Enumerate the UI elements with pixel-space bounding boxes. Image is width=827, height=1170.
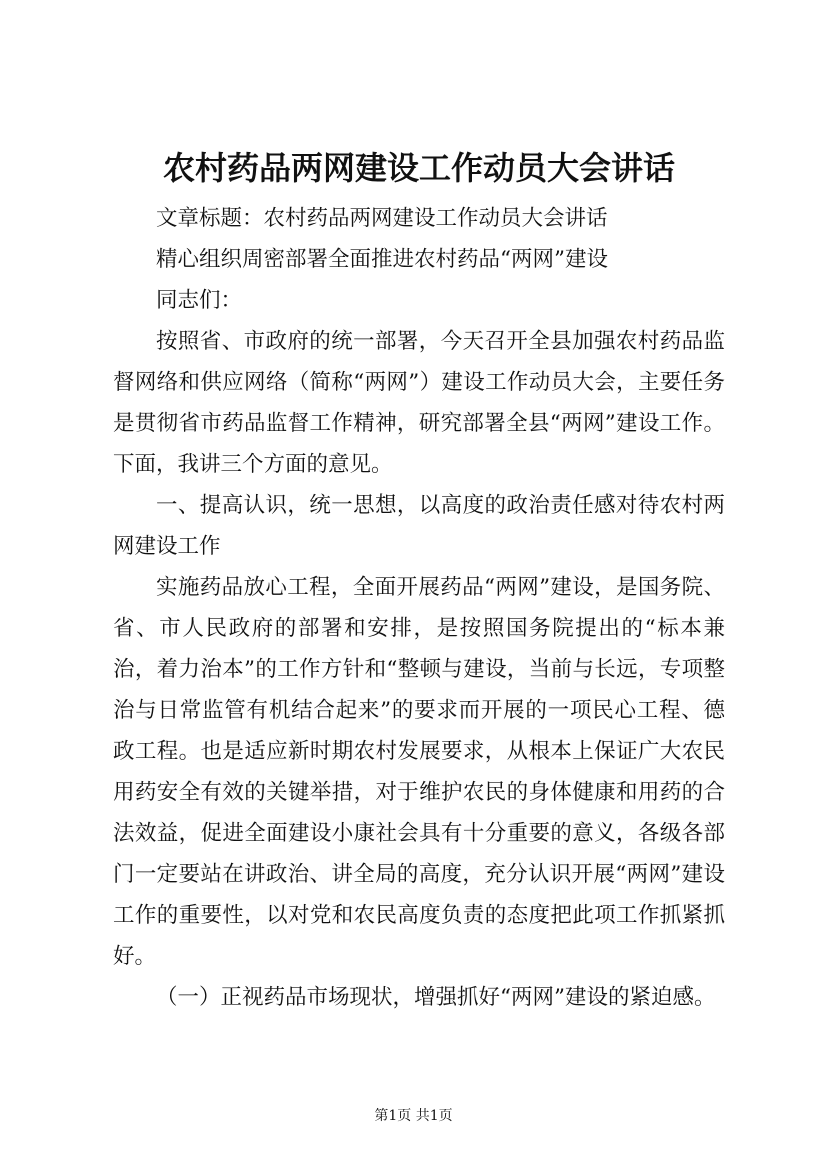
article-title-line: 文章标题：农村药品两网建设工作动员大会讲话 bbox=[156, 206, 608, 231]
section-1-paragraph: 实施药品放心工程，全面开展药品“两网”建设，是国务院、省、市人民政府的部署和安排，是按照国务院提出的“标本兼治，着力治本”的工作方针和“整顿与建设，当前与长远，专项整治与日常监管有机结合起来”的要求而开展的一项民心工程、德政工程。也是适应新时期农村发展要求，从根本上保证广大农民用药安全有效的关键举措，对于维护农民的身体健康和用药的合法效益，促进全面建设小康社会具有十分重要的意义，各级各部门一定要站在讲政治、讲全局的高度，充分认识开展“两网”建设工作的重要性，以对党和农民高度负责的态度把此项工作抓紧抓好。 bbox=[113, 575, 725, 969]
subtitle-line: 精心组织周密部署全面推进农村药品“两网”建设 bbox=[156, 247, 608, 272]
section-heading-1: 一、提高认识，统一思想，以高度的政治责任感对待农村两网建设工作 bbox=[113, 493, 725, 559]
intro-paragraph: 按照省、市政府的统一部署，今天召开全县加强农村药品监督网络和供应网络（简称“两网”）建设工作动员大会，主要任务是贯彻省市药品监督工作精神，研究部署全县“两网”建设工作。下面，我讲三个方面的意见。 bbox=[113, 329, 725, 477]
page-number-footer: 第1页 共1页 bbox=[374, 1108, 453, 1124]
salutation: 同志们： bbox=[156, 288, 243, 313]
document-body bbox=[113, 198, 725, 1018]
document-title: 农村药品两网建设工作动员大会讲话 bbox=[162, 149, 675, 187]
subsection-heading-1: （一）正视药品市场现状，增强抓好“两网”建设的紧迫感。 bbox=[156, 985, 716, 1010]
